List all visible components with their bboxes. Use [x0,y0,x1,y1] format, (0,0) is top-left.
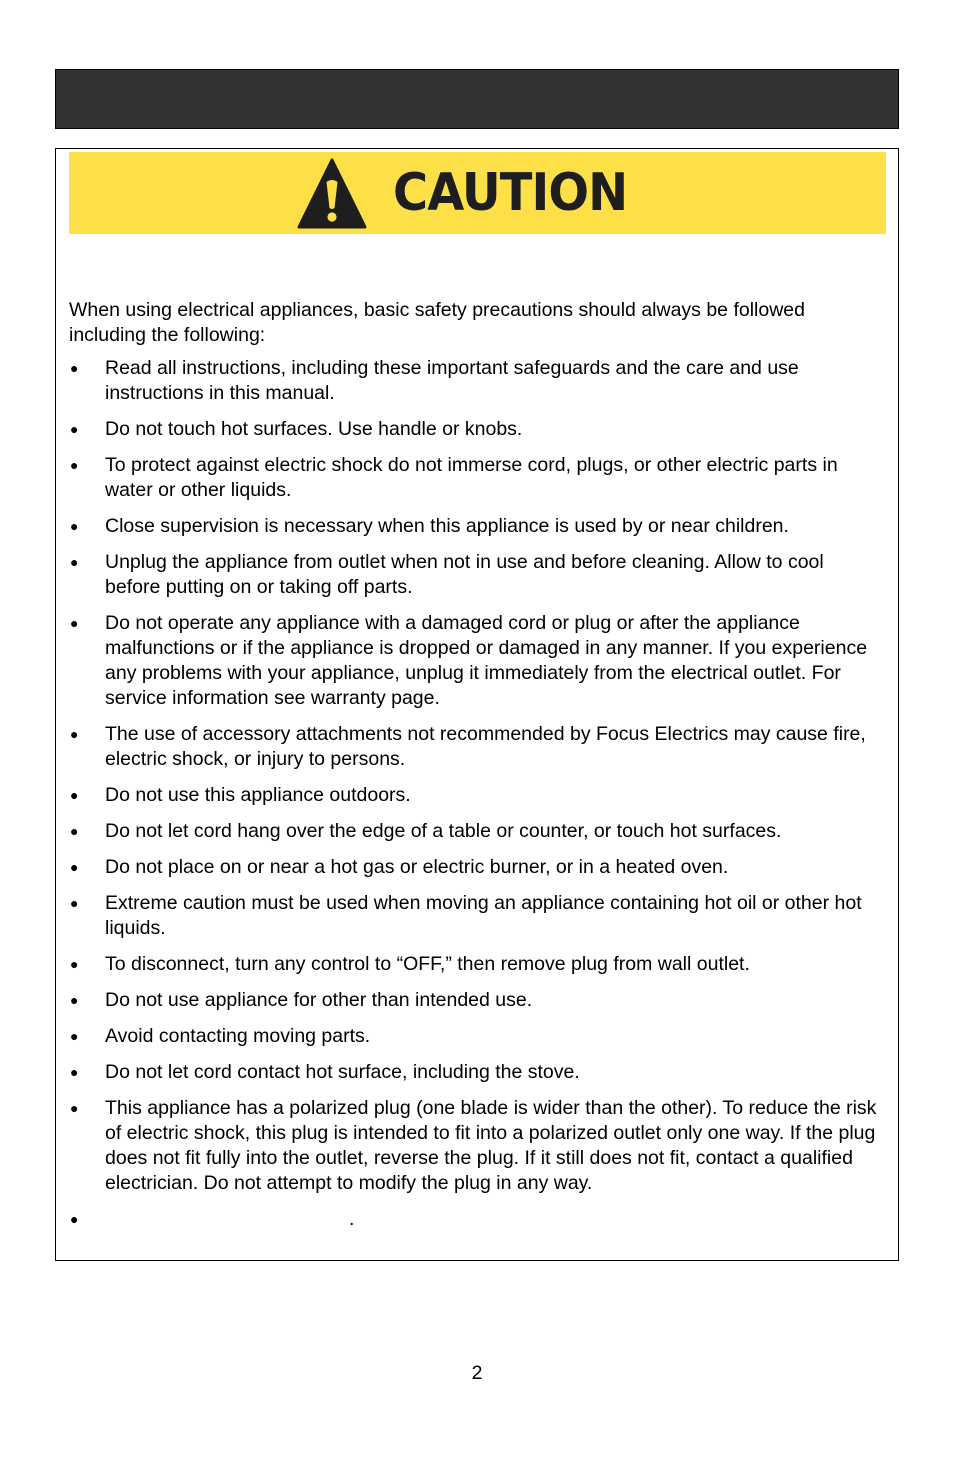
bullet-icon: ● [70,421,79,437]
list-item-text: Do not let cord hang over the edge of a table or counter, or touch hot surfaces. [105,820,782,842]
list-item [69,783,884,808]
list-item-text: To protect against electric shock do not immerse cord, plugs, or other electric parts in water or other liquids. [105,454,838,501]
list-item-text: Extreme caution must be used when moving an appliance containing hot oil or other hot liquids. [105,892,862,939]
list-item [69,611,884,711]
list-item-text: This appliance has a polarized plug (one blade is wider than the other). To reduce the risk of electric shock, this plug is intended to fit into a polarized outlet only one way. If the plug does not fit fully into the outlet, reverse the plug. If it still does not fit, contact a qualified electrician. Do not attempt to modify the plug in any way. [105,1097,877,1194]
bullet-icon: ● [70,823,79,839]
list-item-text: Do not touch hot surfaces. Use handle or knobs. [105,418,523,440]
warning-triangle-icon [297,157,367,229]
list-item-text: Unplug the appliance from outlet when not in use and before cleaning. Allow to cool before putting on or taking off parts. [105,551,824,598]
bullet-icon: ● [70,457,79,473]
caution-label: CAUTION [393,163,628,223]
bullet-icon: ● [70,1100,79,1116]
bullet-icon: ● [70,859,79,875]
list-item [69,952,884,977]
bullet-icon: ● [70,554,79,570]
list-item [69,356,884,406]
list-item-text: Read all instructions, including these important safeguards and the care and use instructions in this manual. [105,357,799,404]
intro-paragraph: When using electrical appliances, basic safety precautions should always be followed including the following: [69,299,805,346]
list-item [69,819,884,844]
bullet-icon: ● [70,518,79,534]
list-item [69,1096,884,1196]
bullet-icon: ● [70,895,79,911]
list-item [69,891,884,941]
list-item-text: Do not use this appliance outdoors. [105,784,411,806]
list-item-text: Do not let cord contact hot surface, including the stove. [105,1061,580,1083]
list-item [69,722,884,772]
list-item-text: Avoid contacting moving parts. [105,1025,371,1047]
bullet-icon: ● [70,787,79,803]
list-item [69,1207,884,1232]
list-item [69,550,884,600]
list-item [69,855,884,880]
list-item [69,1024,884,1049]
list-item-text: The use of accessory attachments not recommended by Focus Electrics may cause fire, electric shock, or injury to persons. [105,723,866,770]
bullet-icon: ● [70,956,79,972]
bullet-icon: ● [70,615,79,631]
list-item-text: Close supervision is necessary when this appliance is used by or near children. [105,515,789,537]
list-item [69,1060,884,1085]
list-item [69,453,884,503]
list-item-text: To disconnect, turn any control to “OFF,” then remove plug from wall outlet. [105,953,750,975]
header-bar [55,69,899,129]
bullet-icon: ● [70,1211,79,1227]
safeguards-box [55,148,899,1261]
bullet-icon: ● [70,726,79,742]
caution-banner [69,152,886,234]
bullet-icon: ● [70,1064,79,1080]
list-item [69,988,884,1013]
bullet-icon: ● [70,1028,79,1044]
list-item-text: Do not place on or near a hot gas or electric burner, or in a heated oven. [105,856,729,878]
bullet-icon: ● [70,360,79,376]
list-item-text: . [349,1208,355,1230]
bullet-icon: ● [70,992,79,1008]
page-number: 2 [471,1362,483,1384]
list-item [69,417,884,442]
safeguard-list [69,356,884,1243]
list-item [69,514,884,539]
list-item-text: Do not use appliance for other than intended use. [105,989,533,1011]
list-item-text: Do not operate any appliance with a damaged cord or plug or after the appliance malfunctions or if the appliance is dropped or damaged in any manner. If you experience any problems with your appliance, unplug it immediately from the electrical outlet. For service information see warranty page. [105,612,868,709]
